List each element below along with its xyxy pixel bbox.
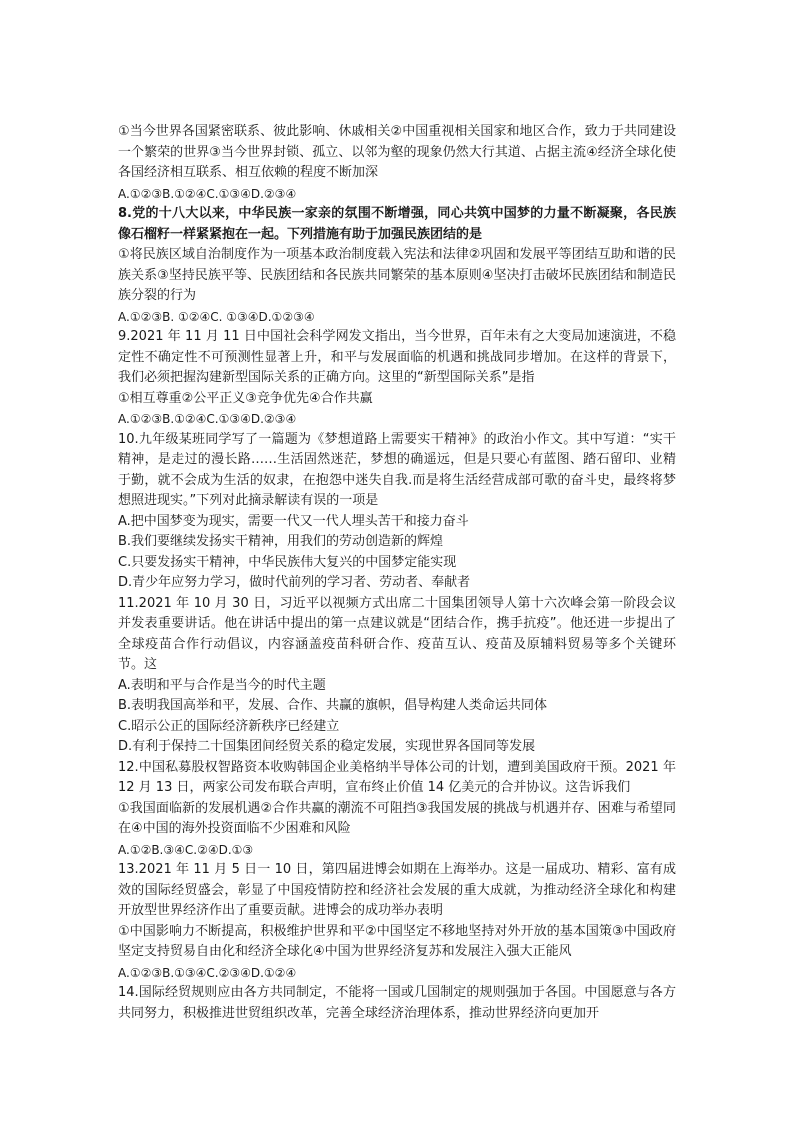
q9-options: A.①②③B.①②④C.①③④D.②③④ [118,412,297,426]
q9-stem: 9.2021 年 11 月 11 日中国社会科学网发文指出，当今世界，百年未有之大变局加速演进，不稳定性不确定性不可预测性显著上升，和平与发展面临的机遇和挑战同步增加。在这样的背景下，我们必须把握沟建新型国际关系的正确方向。这里的“新型国际关系”是指 [118,329,676,385]
q10-option-b: B.我们要继续发扬实干精神，用我们的劳动创造新的辉煌 [118,534,444,549]
q11-option-d: D.有利于保持二十国集团间经贸关系的稳定发展，实现世界各国同等发展 [118,739,536,754]
q11-option-a: A.表明和平与合作是当今的时代主题 [118,677,326,693]
q10-option-a: A.把中国梦变为现实，需要一代又一代人埋头苦干和接力奋斗 [118,513,469,529]
q10-stem: 10.九年级某班同学写了一篇题为《梦想道路上需要实干精神》的政治小作文。其中写道：“实干精神，是走过的漫长路……生活固然迷茫，梦想的确遥远，但是只要心有蓝图、踏石留印、业精于勤，就不会成为生活的奴隶，在抱怨中迷失自我.而是将生活经营成部可歌的奋斗史，最终将梦想照进现实。”下列对此摘录解读有误的一项是 [118,431,676,508]
q13-stem: 13.2021 年 11 月 5 日一 10 日，第四届进博会如期在上海举办。这是一届成功、精彩、富有成效的国际经贸盛会，彰显了中国疫情防控和经济社会发展的重大成就，为推动经济全球化和构建开放型世界经济作出了重要贡献。进博会的成功举办表明 [118,862,676,918]
q11-stem: 11.2021 年 10 月 30 日，习近平以视频方式出席二十国集团领导人第十六次峰会第一阶段会议并发表重要讲话。他在讲话中提出的第一点建议就是“团结合作，携手抗疫”。他还进一步提出了全球疫苗合作行动倡议，内容涵盖疫苗科研合作、疫苗互认、疫苗及原辅料贸易等多个关键环节。这 [118,595,676,672]
q9-statements: ①相互尊重②公平正义③竞争优先④合作共赢 [118,390,373,406]
q12-options: A.①②B.③④C.②④D.①③ [118,842,254,857]
q13-statements: ①中国影响力不断提高，积极维护世界和平②中国坚定不移地坚持对外开放的基本国策③中国政府坚定支持贸易自由化和经济全球化④中国为世界经济复苏和发展注入强大正能风 [118,923,676,959]
q7-statements: ①当今世界各国紧密联系、彼此影响、休戚相关②中国重视相关国家和地区合作，致力于共同建设一个繁荣的世界③当今世界封锁、孤立、以邻为壑的现象仍然大行其道、占据主流④经济全球化使各国经济相互联系、相互依赖的程度不断加深 [118,124,676,180]
q11-option-b: B.表明我国高举和平，发展、合作、共赢的旗帜，倡导构建人类命运共同体 [118,698,548,713]
q14-stem: 14.国际经贸规则应由各方共同制定，不能将一国或几国制定的规则强加于各国。中国愿意与各方共同努力，积极推进世贸组织改革，完善全球经济治理体系，推动世界经济向更加开 [118,985,676,1021]
q12-stem: 12.中国私募股权智路资本收购韩国企业美格纳半导体公司的计划，遭到美国政府干预。2021 年 12 月 13 日，两家公司发布联合声明，宣布终止价值 14 亿美元的合并协议。这告诉我们 [118,759,676,795]
document-body [118,122,676,1024]
q8-statements: ①将民族区域自治制度作为一项基本政治制度载入宪法和法律②巩固和发展平等团结互助和谐的民族关系③坚持民族平等、民族团结和各民族共同繁荣的基本原则④坚决打击破坏民族团结和制造民族分裂的行为 [118,247,676,303]
q8-stem: 8.党的十八大以来，中华民族一家亲的氛围不断增强，同心共筑中国梦的力量不断凝聚，各民族像石榴籽一样紧紧抱在一起。下列措施有助于加强民族团结的是 [118,206,676,242]
q12-statements: ①我国面临新的发展机遇②合作共赢的潮流不可阻挡③我国发展的挑战与机遇并存、困难与希望同在④中国的海外投资面临不少困难和风险 [118,800,676,836]
q10-option-c: C.只要发扬实干精神，中华民族伟大复兴的中国梦定能实现 [118,554,457,570]
q8-options: A.①②③B. ①②④C. ①③④D.①②③④ [118,309,315,324]
q13-options: A.①②③B.①③④C.②③④D.①②④ [118,965,297,980]
q11-option-c: C.昭示公正的国际经济新秩序已经建立 [118,718,340,734]
q7-options: A.①②③B.①②④C.①③④D.②③④ [118,186,297,201]
q10-option-d: D.青少年应努力学习，做时代前列的学习者、劳动者、奉献者 [118,575,471,590]
